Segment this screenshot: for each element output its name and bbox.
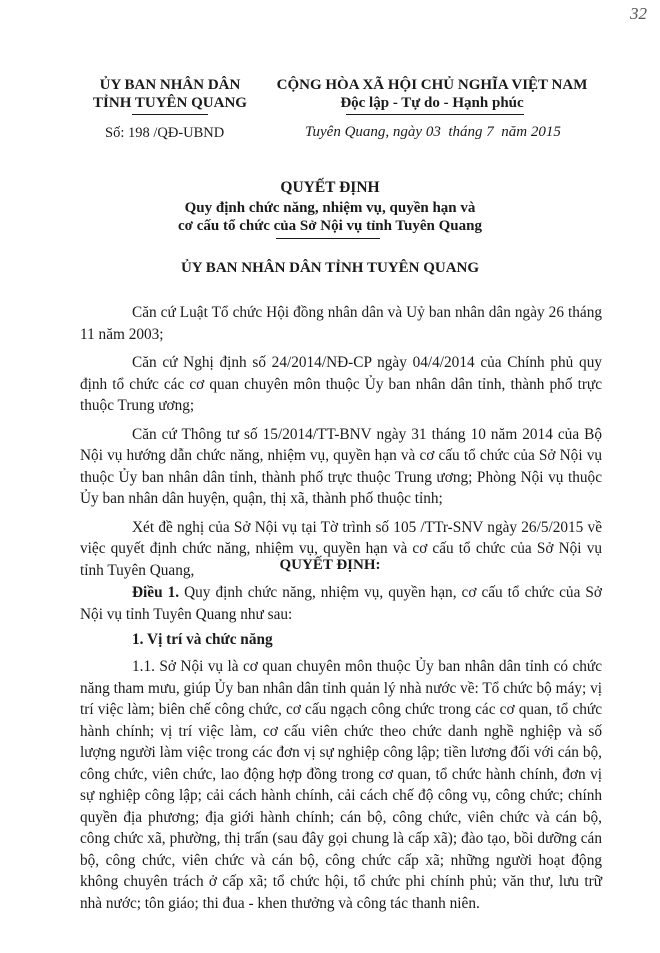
article-1-label: Điều 1.: [132, 584, 180, 601]
issuer-line-1: ỦY BAN NHÂN DÂN: [99, 77, 241, 93]
section-1-heading: 1. Vị trí và chức năng: [132, 631, 273, 648]
section-1-1-paragraph: 1.1. Sở Nội vụ là cơ quan chuyên môn thuộc Ủy ban nhân dân tỉnh có chức năng tham mưu, giúp Ủy ban nhân dân tỉnh quản lý nhà nước về: Tổ chức bộ máy; vị trí việc làm; biên chế công chức, cơ cấu ngạch công chức trong các cơ quan, tổ chức hành chính; vị trí việc làm, cơ cấu viên chức theo chức danh nghề nghiệp và số lượng người làm việc trong các đơn vị sự nghiệp công lập; tiền lương đối với cán bộ, công chức, viên chức, lao động hợp đồng trong cơ quan, tổ chức hành chính, đơn vị sự nghiệp công lập; cải cách hành chính, cải cách chế độ công vụ, công chức; chính quyền địa phương; địa giới hành chính; cán bộ, công chức, viên chức và cán bộ, công chức xã, phường, thị trấn (sau đây gọi chung là cấp xã); đào tạo, bồi dưỡng cán bộ, công chức, viên chức và cán bộ, công chức cấp xã; những người hoạt động không chuyên trách ở cấp xã; tổ chức hội, tổ chức phi chính phủ; văn thư, lưu trữ nhà nước; tôn giáo; thi đua - khen thưởng và công tác thanh niên.: [80, 658, 602, 912]
article-1-text: Quy định chức năng, nhiệm vụ, quyền hạn, cơ cấu tổ chức của Sở Nội vụ tỉnh Tuyên Quang như sau:: [80, 584, 602, 623]
document-title: QUYẾT ĐỊNH: [280, 179, 380, 196]
subtitle-line-2: cơ cấu tổ chức của Sở Nội vụ tỉnh Tuyên Quang: [177, 218, 482, 234]
title-underline: [276, 238, 380, 239]
article-1: [80, 582, 602, 625]
preamble-paragraph: Căn cứ Luật Tổ chức Hội đồng nhân dân và Uỷ ban nhân dân ngày 26 tháng 11 năm 2003;: [80, 304, 602, 343]
preamble-paragraph: Xét đề nghị của Sở Nội vụ tại Tờ trình số 105 /TTr-SNV ngày 26/5/2015 về việc quyết định chức năng, nhiệm vụ, quyền hạn và cơ cấu tổ chức của Sở Nội vụ tỉnh Tuyên Quang,: [80, 518, 602, 579]
subtitle-line-1: Quy định chức năng, nhiệm vụ, quyền hạn và: [184, 200, 476, 216]
decision-heading: QUYẾT ĐỊNH:: [279, 557, 381, 573]
authority-heading: ỦY BAN NHÂN DÂN TỈNH TUYÊN QUANG: [180, 260, 480, 276]
page-number-mark: 32: [630, 4, 647, 23]
national-title: CỘNG HÒA XÃ HỘI CHỦ NGHĨA VIỆT NAM: [276, 77, 588, 93]
issuer-block: [78, 76, 262, 112]
issue-date: Tuyên Quang, ngày 03 tháng 7 năm 2015: [305, 124, 561, 140]
national-motto: Độc lập - Tự do - Hạnh phúc: [340, 95, 524, 111]
issuer-underline: [132, 114, 208, 115]
preamble-paragraph: Căn cứ Thông tư số 15/2014/TT-BNV ngày 31 tháng 10 năm 2014 của Bộ Nội vụ hướng dẫn chức năng, nhiệm vụ, quyền hạn và cơ cấu tổ chức của Sở Nội vụ thuộc Ủy ban nhân dân tỉnh, thành phố trực thuộc Trung ương; Phòng Nội vụ thuộc Ủy ban nhân dân huyện, quận, thị xã, thành phố thuộc tỉnh;: [80, 425, 602, 507]
national-motto-block: [272, 76, 592, 112]
document-subtitle: [100, 199, 560, 235]
document-number: Số: 198 /QĐ-UBND: [105, 125, 225, 141]
section-1-1: [80, 656, 602, 914]
motto-underline: [346, 114, 524, 115]
issuer-line-2: TỈNH TUYÊN QUANG: [93, 95, 247, 111]
preamble: [80, 302, 602, 581]
preamble-paragraph: Căn cứ Nghị định số 24/2014/NĐ-CP ngày 04/4/2014 của Chính phủ quy định tổ chức các cơ quan chuyên môn thuộc Ủy ban nhân dân tỉnh, thành phố trực thuộc Trung ương;: [80, 354, 602, 414]
